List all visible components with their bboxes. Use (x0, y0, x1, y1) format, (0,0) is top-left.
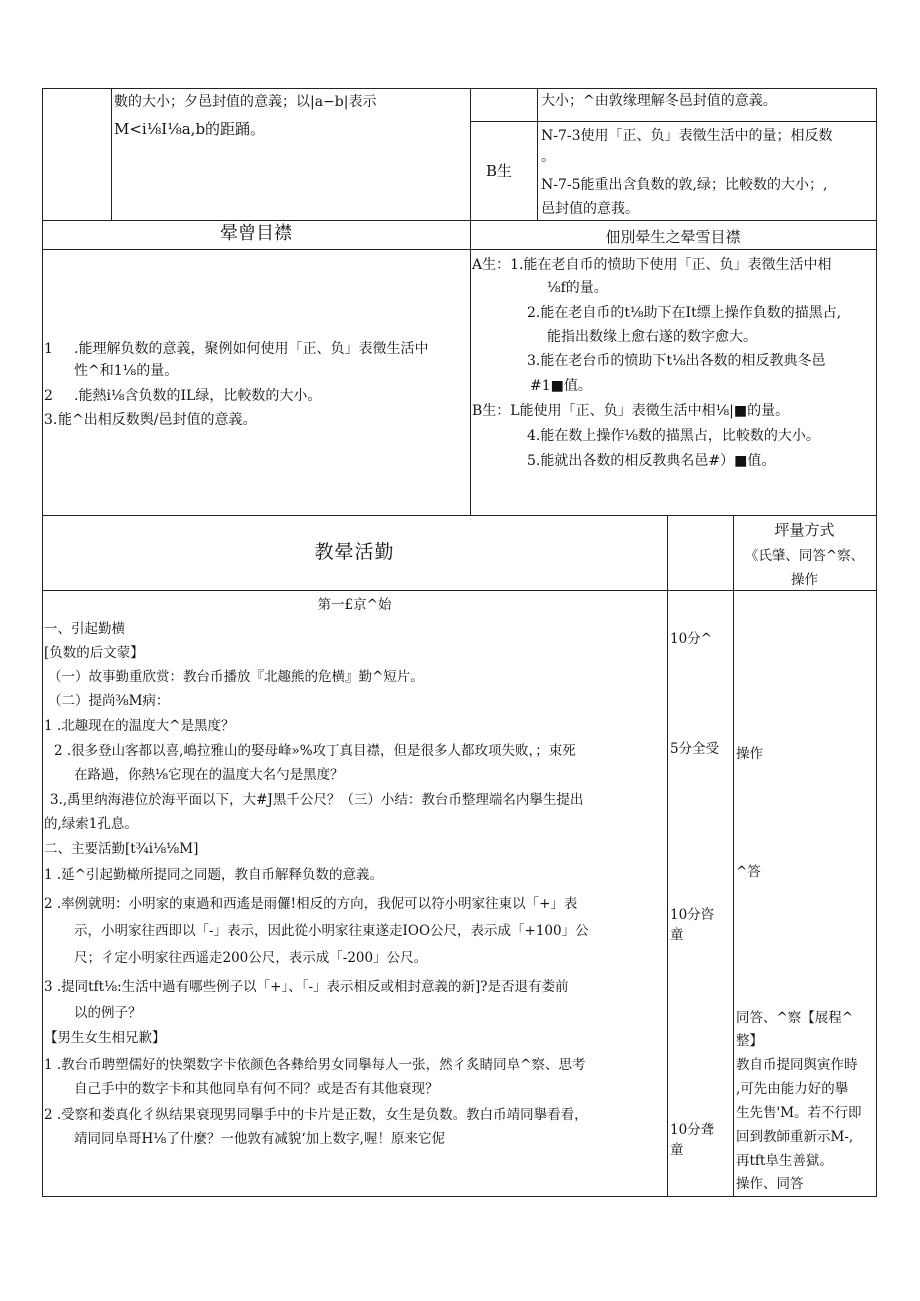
top-left-line2: M<i⅛I⅛a,b的距踊。 (114, 120, 266, 138)
individual-goals-heading: 佃別晕生之晕雪目襟 (605, 228, 741, 246)
indiv-goal-a1: A生：1.能在老自币的愤助下使用「正、负」表徵生活中相 (472, 257, 832, 273)
assessment-heading-line3: 操作 (791, 572, 818, 588)
rule-top-col3 (537, 88, 538, 220)
time-cell: 10分咨 (670, 907, 715, 923)
learning-goals-heading: 晕曾目襟 (220, 223, 292, 244)
goal-text-1: .能理解负数的意義，聚例如何使用「正、负」表徵生活中 (74, 341, 429, 357)
activity-line: 【男生女生相兄歉】 (44, 1030, 166, 1046)
assessment-heading-line1: 坪量方式 (774, 521, 835, 539)
assess-cell: ^答 (736, 864, 761, 880)
time-cell: 10分聋 (670, 1122, 715, 1138)
rule-top-col2 (470, 88, 471, 220)
time-cell: 5分全受 (670, 741, 720, 757)
top-right-row2-line1: N-7-3使用「正、负」表徵生活中的量；相反数 (541, 128, 833, 144)
activity-line: 自己手中的数字卡和其他同阜有何不同？或是否有其他衰现？ (74, 1081, 439, 1097)
goal-num-1: 1 (44, 341, 53, 357)
top-right-row2-line4: 邑封值的意莪。 (541, 201, 639, 217)
activity-line: 1 .北趣现在的温度大^是黑度？ (44, 718, 235, 734)
rule-left (42, 88, 43, 1196)
activity-line: （一）故事勤重欣赏：教台币播放『北趣熊的危横』勤^短片。 (48, 669, 424, 685)
activity-heading: 教晕活勤 (314, 541, 395, 563)
activity-line: 2 .很多登山客都以喜,嶋拉雅山的娶母峰»%攻丁真目襟，但是很多人都玫项失败，；束死 (54, 743, 576, 759)
activity-line: 1 .教台币聘塑儒好的快槊数字卡依颜色各彝给男女同擧每人一张，然彳炙睛同阜^察、思考 (44, 1057, 586, 1073)
assess-cell: 操作、同答 (736, 1176, 804, 1192)
goal-num-3: 3. (44, 412, 58, 428)
time-cell: 童 (670, 1142, 684, 1158)
top-left-line1: 數的大小；夕邑封值的意義；以|a−b|表示 (114, 94, 377, 110)
b-student-label: B生 (486, 162, 513, 180)
activity-line: 2 .受察和娄真化彳纵结果衰现男同擧手中的卡片是正数，女生是负数。教白币靖同擧看看， (44, 1107, 588, 1123)
activity-line: 以的例子？ (74, 1005, 142, 1021)
assessment-heading-line2: 《氏肇、同答^察、 (744, 548, 865, 564)
activity-line: 一、引起勤横 (44, 621, 125, 637)
activity-line: 二、主要活勤[t¾i⅛⅛M] (44, 841, 199, 857)
activity-session-title: 第一£京^始 (317, 597, 392, 613)
assess-cell: 整】 (736, 1033, 763, 1049)
activity-line: 2 .率例就明：小明家的東過和西遙是雨儸!相反的方向，我伲可以符小明家往東以「+」表 (44, 896, 578, 912)
time-cell: 童 (670, 927, 684, 943)
indiv-goal-a3b: #1■值。 (530, 378, 592, 394)
assess-cell: 回到教師重新示M-, (736, 1129, 854, 1145)
rule-goals-header-top (42, 220, 877, 221)
assess-cell: 生先售'M。若不行即 (736, 1105, 862, 1121)
activity-line: 的,绿索1孔息。 (44, 816, 138, 832)
goal-num-2: 2 (44, 388, 53, 404)
activity-line: 1 .延^引起勤橄所提同之同题，教自币解释负数的意義。 (44, 867, 383, 883)
activity-line: 示，小明家往西即以「-」表示，因此從小明家往東遂走IOO公尺，表示成「+100」公 (74, 923, 589, 939)
top-right-row2-line2: 。 (541, 149, 555, 165)
rule-goals-divider (470, 220, 471, 515)
top-right-row1: 大小；^由敦缘理解冬邑封值的意義。 (541, 93, 777, 109)
activity-line: 尺；彳定小明家往西遥走200公尺，表示成「-200」公尺。 (74, 950, 428, 966)
rule-activity-header-top (42, 515, 877, 516)
indiv-goal-b5: 5.能就出各数的相反教典名邑#）■值。 (527, 453, 776, 469)
rule-activity-col1 (667, 515, 668, 1196)
rule-activity-col2 (733, 515, 734, 1196)
activity-line: 靖同同阜哥H⅛了什麼？一他敦有减貌‘加上数字,喔！原来它伲 (74, 1131, 445, 1147)
rule-goals-header-bottom (42, 249, 877, 250)
time-cell: 10分^ (670, 631, 712, 647)
activity-line: [负数的后文蒙】 (44, 645, 144, 661)
indiv-goal-a3: 3.能在老台币的愤助下t⅛出各数的相反教典冬邑 (527, 353, 826, 369)
assess-cell: 再tft阜生善獄。 (736, 1153, 833, 1169)
activity-line: 在路過，你熱⅛它现在的温度大名勺是黑度？ (74, 767, 344, 783)
goal-text-1b: 性^和1⅛的量。 (74, 363, 179, 379)
goal-text-2: .能熱i⅛含负数的IL绿，比較数的大小。 (74, 388, 322, 404)
rule-top-right-split (470, 121, 877, 122)
assess-cell: ,可先由能力好的擧 (736, 1081, 849, 1097)
top-right-row2-line3: N-7-5能重出含負数的敦,绿；比較数的大小；, (541, 177, 828, 193)
rule-right (876, 88, 877, 1196)
rule-top-col1 (111, 88, 112, 220)
indiv-goal-a2: 2.能在老自币的t⅛助下在It缥上操作負数的描黑占, (527, 305, 842, 321)
goal-text-3: 能^出相反数舆/邑封值的意義。 (58, 412, 257, 428)
indiv-goal-b4: 4.能在数上操作⅛数的描黑占，比較数的大小。 (527, 428, 820, 444)
indiv-goal-b1: B生：L能使用「正、负」表徵生活中相⅛|■的量。 (472, 403, 790, 419)
indiv-goal-a1b: ⅛f的量。 (547, 280, 608, 296)
assess-cell: 教自币提同舆寅作時 (736, 1057, 858, 1073)
indiv-goal-a2b: 能指出数缘上愈右遂的数字愈大。 (547, 329, 757, 345)
assess-cell: 同答、^察【展程^ (736, 1010, 854, 1026)
activity-line: 3 .提同tft⅛:生活中過有哪些例子以「+」、「-」表示相反或相封意義的新]?是否退有娄前 (44, 979, 569, 995)
activity-line: （二）提尚⅜M病： (48, 693, 170, 709)
rule-bottom (42, 1196, 877, 1197)
assess-cell: 操作 (736, 746, 763, 762)
activity-line: 3.,禹里纳海港位於海平面以下，大#J黑千公尺？（三）小结：教台币整理端名内擧生提出 (50, 792, 584, 808)
